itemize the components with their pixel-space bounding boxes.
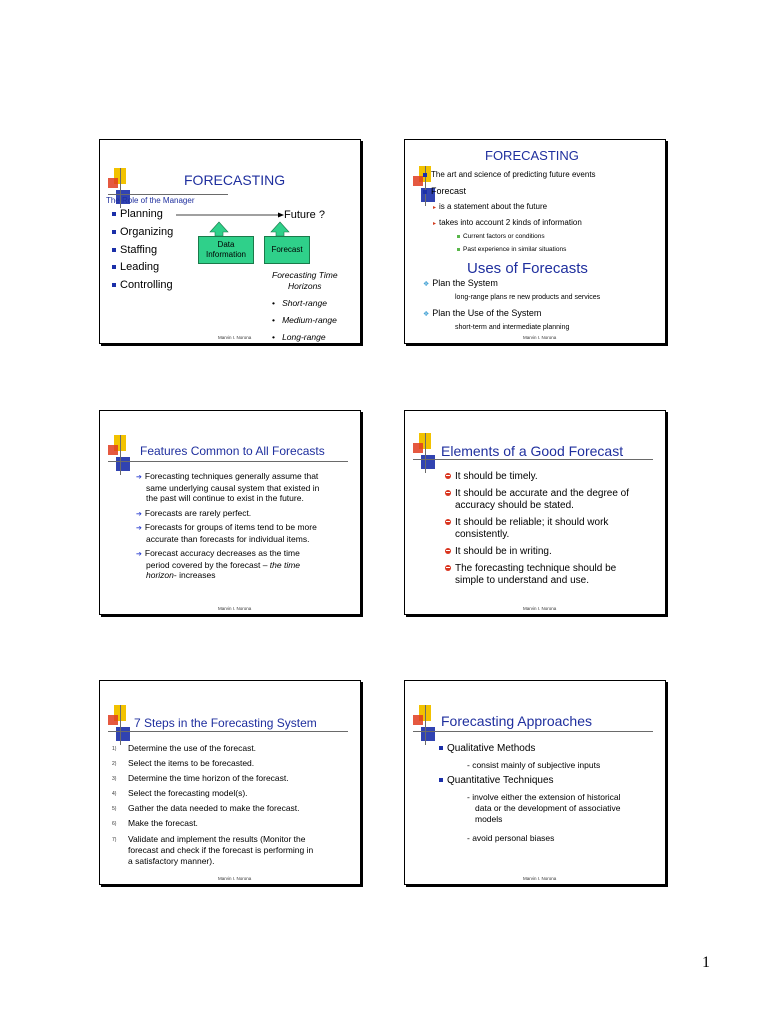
list-item-detail: long-range plans re new products and services [455, 294, 601, 301]
list-item: ❖ Plan the Use of the System [423, 308, 542, 318]
sub-sub-item: Past experience in similar situations [457, 246, 566, 253]
slide-footer: Marvin I. Norona [218, 606, 252, 611]
slide-features-common [99, 410, 361, 615]
list-item: ➔ Forecast accuracy decreases as the time period covered by the forecast – the time horizon- increases [136, 548, 301, 580]
slide-decoration [108, 435, 130, 475]
step-item: Select the forecasting model(s). [128, 788, 248, 798]
step-item: Gather the data needed to make the forecast. [128, 803, 300, 813]
step-number: 2) [112, 761, 117, 767]
data-information-box: Data Information [198, 236, 254, 264]
slide-subtitle: The Role of the Manager [106, 196, 195, 205]
slide-decoration [108, 705, 130, 745]
horizon-item: • Long-range [272, 332, 326, 342]
list-item: Quantitative Techniques [439, 775, 554, 786]
future-label: Future ? [284, 209, 325, 221]
list-item: Planning [112, 208, 163, 220]
list-item: Qualitative Methods [439, 743, 535, 754]
horizons-title: Forecasting Time Horizons [272, 270, 338, 291]
slide-footer: Marvin I. Norona [523, 876, 557, 881]
slide-footer: Marvin I. Norona [218, 335, 252, 340]
page-number: 1 [702, 954, 710, 971]
slide-forecasting-uses [404, 139, 666, 344]
step-item: Determine the use of the forecast. [128, 743, 257, 753]
slide-footer: Marvin I. Norona [218, 876, 252, 881]
step-number: 7) [112, 837, 117, 843]
up-arrow-icon [210, 222, 228, 236]
step-item: Determine the time horizon of the forecast. [128, 773, 289, 783]
list-item: Staffing [112, 244, 157, 256]
slide-decoration [413, 705, 435, 745]
slide-good-forecast [404, 410, 666, 615]
sub-item: ▸ is a statement about the future [433, 202, 548, 211]
step-item: Make the forecast. [128, 818, 198, 828]
slide-title: Forecasting Approaches [441, 713, 592, 729]
list-item: It should be accurate and the degree of accuracy should be stated. [445, 488, 629, 512]
slide-title: FORECASTING [485, 148, 579, 163]
slide-footer: Marvin I. Norona [523, 606, 557, 611]
step-number: 3) [112, 776, 117, 782]
list-item: The art and science of predicting future events [423, 170, 596, 179]
slide-forecasting-approaches [404, 680, 666, 885]
list-item: It should be timely. [445, 471, 538, 482]
list-item-detail: short-term and intermediate planning [455, 324, 570, 331]
list-item-detail: - involve either the extension of historical data or the development of associative models [467, 792, 621, 824]
list-item: Forecast [423, 186, 466, 196]
list-item: It should be in writing. [445, 546, 552, 557]
forecast-box: Forecast [264, 236, 310, 264]
slide-footer: Marvin I. Norona [523, 335, 557, 340]
horizon-item: • Short-range [272, 298, 327, 308]
list-item: The forecasting technique should be simple to understand and use. [445, 563, 616, 587]
list-item-detail: - consist mainly of subjective inputs [467, 760, 601, 770]
list-item: Leading [112, 261, 159, 273]
slide-seven-steps [99, 680, 361, 885]
step-number: 1) [112, 746, 117, 752]
list-item: Controlling [112, 279, 173, 291]
list-item: ❖ Plan the System [423, 278, 498, 288]
slide-title: Elements of a Good Forecast [441, 443, 624, 459]
up-arrow-icon [271, 222, 289, 236]
step-item: Validate and implement the results (Monitor the forecast and check if the forecast is performing in a satisfactory manner). [128, 834, 314, 866]
step-item: Select the items to be forecasted. [128, 758, 255, 768]
slide-forecasting-role [99, 139, 361, 344]
list-item: It should be reliable; it should work consistently. [445, 517, 608, 541]
sub-item: ▸ takes into account 2 kinds of information [433, 218, 582, 227]
horizon-item: • Medium-range [272, 315, 337, 325]
list-item-detail: - avoid personal biases [467, 833, 555, 843]
slide-title: Features Common to All Forecasts [140, 444, 325, 458]
step-number: 5) [112, 806, 117, 812]
list-item: ➔ Forecasting techniques generally assume that same underlying causal system that existed in the past will continue to exist in the future. [136, 471, 320, 503]
step-number: 4) [112, 791, 117, 797]
slide-decoration [413, 433, 435, 473]
slide-title: FORECASTING [184, 172, 286, 188]
section-title: Uses of Forecasts [467, 260, 588, 277]
slide-title: 7 Steps in the Forecasting System [134, 716, 317, 730]
list-item: Organizing [112, 226, 173, 238]
list-item: ➔ Forecasts for groups of items tend to be more accurate than forecasts for individual items. [136, 522, 317, 544]
step-number: 6) [112, 821, 117, 827]
sub-sub-item: Current factors or conditions [457, 233, 545, 240]
list-item: ➔ Forecasts are rarely perfect. [136, 508, 252, 518]
